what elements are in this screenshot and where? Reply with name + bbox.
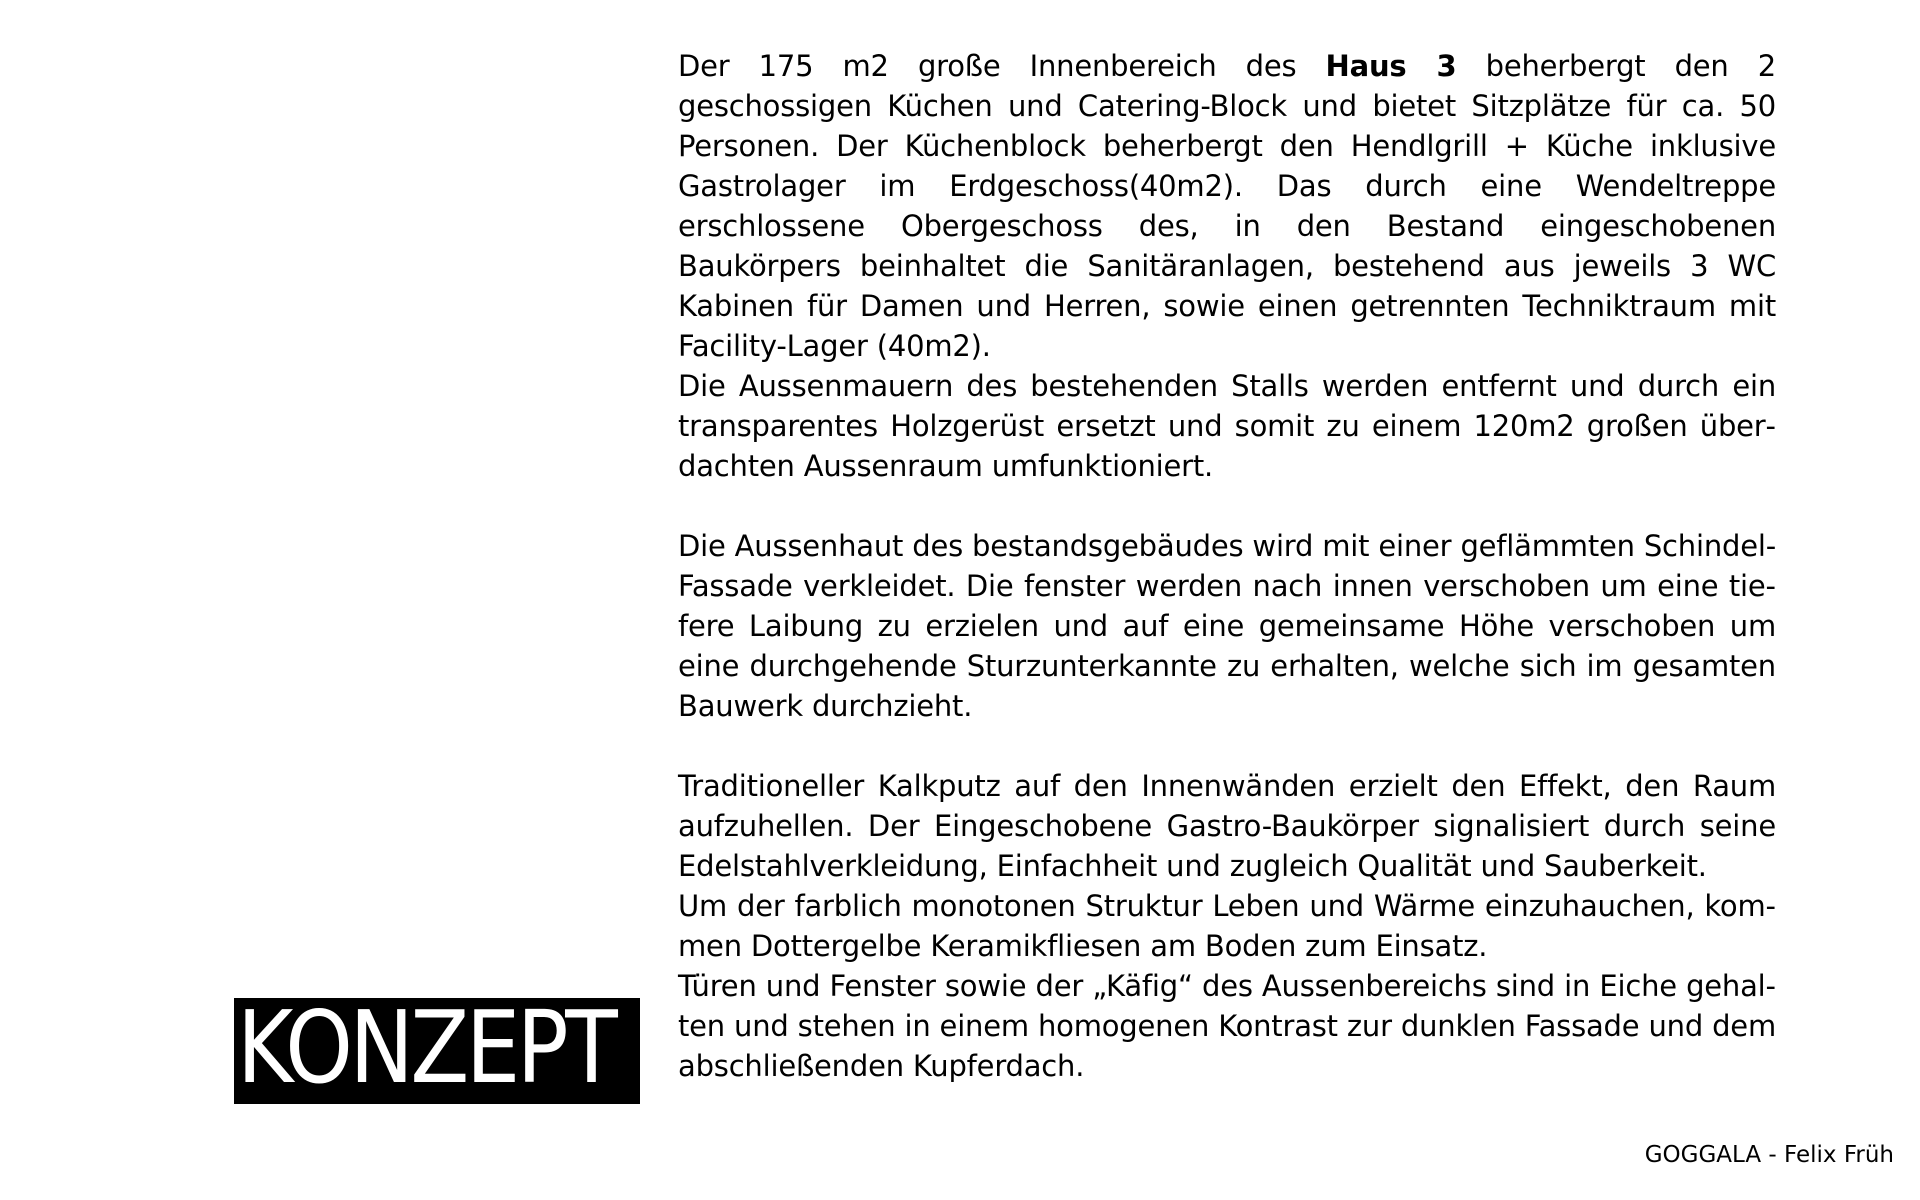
paragraph-interior-lead: Der 175 m2 große Innenbereich des [678,49,1326,83]
paragraph-interior-rest: beherbergt den 2 geschossigen Küchen und Catering-Block und bietet Sitzplätze für ca. 50 Personen. Der Küchenblock beherbergt den Hendlgrill + Küche inklusive Gastrolager im Erdgeschoss(40m2). Das durch eine Wendeltreppe erschlossene Obergeschoss des, in den Bestand eingeschobenen Baukörpers beinhaltet die Sanitäranlagen, bestehend aus jeweils 3 WC Kabinen für Damen und Herren, sowie einen getrennten Techniktraum mit Facility-Lager (40m2). [678,49,1776,363]
paragraph-plaster: Traditioneller Kalkputz auf den Innenwänden erzielt den Effekt, den Raum aufzuhellen. Der Eingeschobene Gastro-Baukörper signalisiert durch seine Edelstahlverkleidung, Einfachheit und zugleich Qualität und Sauberkeit. [678,769,1776,883]
concept-text-block [678,46,1776,1086]
paragraph-outer-walls: Die Aussenmauern des bestehenden Stalls werden entfernt und durch ein transparentes Holzgerüst ersetzt und somit zu einem 120m2 großen überdachten Aussenraum umfunktioniert. [678,369,1776,483]
konzept-heading-box [234,998,640,1104]
paragraph-tiles: Um der farblich monotonen Struktur Leben und Wärme einzuhauchen, kommen Dottergelbe Keramikfliesen am Boden zum Einsatz. [678,889,1776,963]
paragraph-doors-windows: Türen und Fenster sowie der „Käfig“ des Aussenbereichs sind in Eiche gehalten und stehen in einem homogenen Kontrast zur dunklen Fassade und dem abschließenden Kupferdach. [678,969,1776,1083]
konzept-heading: KONZEPT [237,998,615,1104]
author-credit: GOGGALA - Felix Früh [1644,1142,1894,1168]
paragraph-facade: Die Aussenhaut des bestandsgebäudes wird mit einer geflämmten Schindel-Fassade verkleidet. Die fenster werden nach innen verschoben um eine tiefere Laibung zu erzielen und auf eine gemeinsame Höhe verschoben um eine durchgehende Sturzunterkannte zu erhalten, welche sich im gesamten Bauwerk durchzieht. [678,529,1776,723]
haus-3-label: Haus 3 [1325,49,1457,83]
paragraph-interior [678,46,1776,366]
